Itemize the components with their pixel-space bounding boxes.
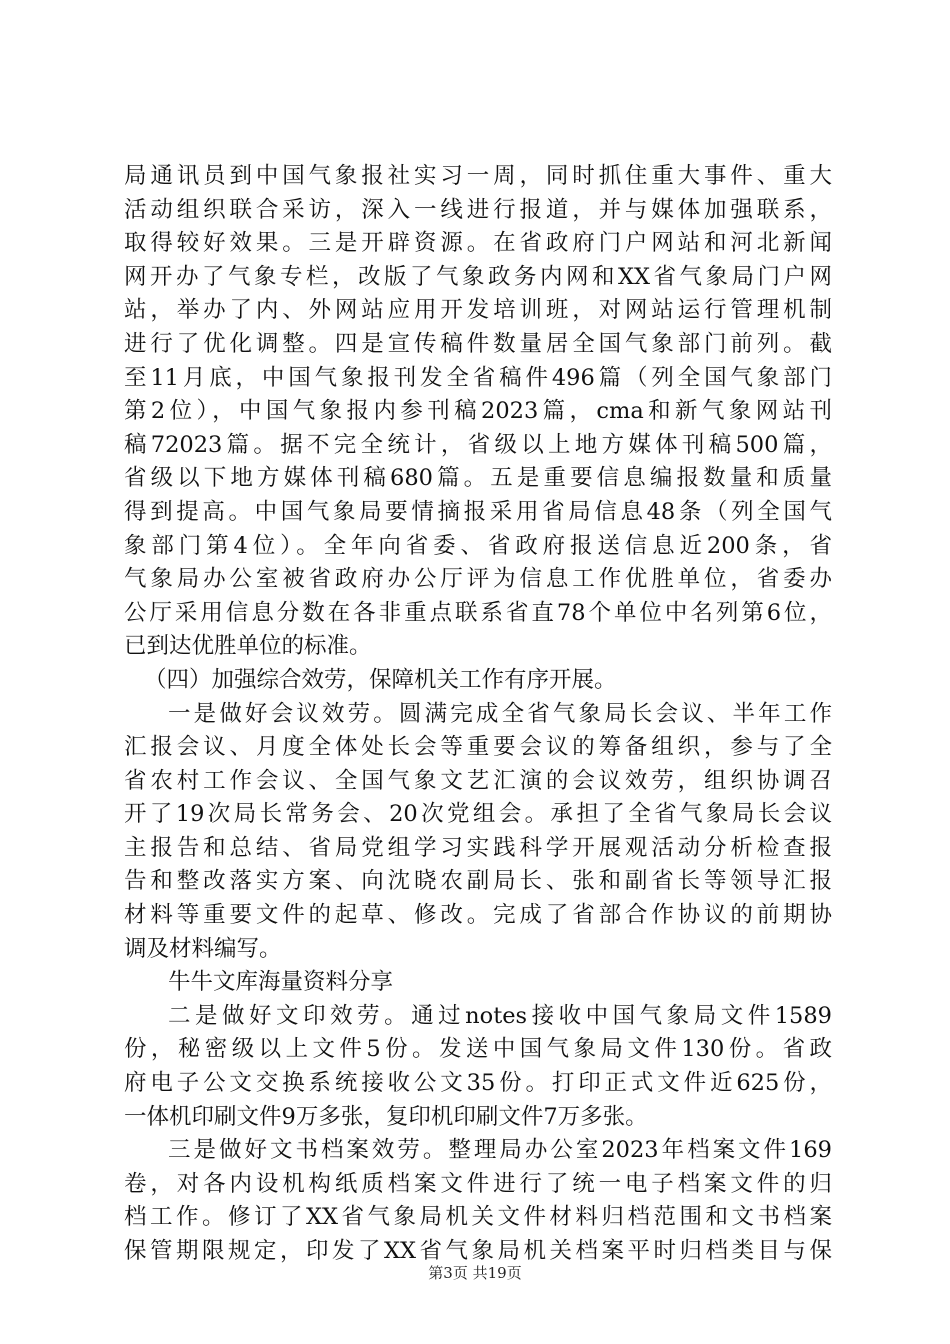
section-heading: （四）加强综合效劳，保障机关工作有序开展。 [144, 666, 617, 693]
text-line: 二是做好文印效劳。通过notes接收中国气象局文件1589 [168, 1002, 832, 1029]
text-line: 活动组织联合采访，深入一线进行报道，并与媒体加强联系， [124, 196, 832, 223]
text-line: 一体机印刷文件9万多张，复印机印刷文件7万多张。 [124, 1103, 648, 1130]
text-line: 一是做好会议效劳。圆满完成全省气象局长会议、半年工作 [168, 700, 832, 727]
text-line: 档工作。修订了XX省气象局机关文件材料归档范围和文书档案 [124, 1204, 832, 1231]
text-line: 进行了优化调整。四是宣传稿件数量居全国气象部门前列。截 [124, 330, 832, 357]
text-line: 公厅采用信息分数在各非重点联系省直78个单位中名列第6位， [124, 599, 832, 626]
watermark-text: 牛牛文库海量资料分享 [168, 969, 394, 996]
text-line: 气象局办公室被省政府办公厅评为信息工作优胜单位，省委办 [124, 566, 832, 593]
text-line: 告和整改落实方案、向沈晓农副局长、张和副省长等领导汇报 [124, 868, 832, 895]
text-line: 象部门第4位）。全年向省委、省政府报送信息近200条，省 [124, 532, 832, 559]
text-line: 局通讯员到中国气象报社实习一周，同时抓住重大事件、重大 [124, 163, 832, 189]
document-body [124, 160, 832, 1269]
text-line: 汇报会议、月度全体处长会等重要会议的筹备组织，参与了全 [124, 734, 832, 761]
text-line: 网开办了气象专栏，改版了气象政务内网和XX省气象局门户网 [124, 263, 832, 290]
text-line: 材料等重要文件的起草、修改。完成了省部合作协议的前期协 [124, 902, 832, 929]
text-line: 得到提高。中国气象局要情摘报采用省局信息48条（列全国气 [124, 498, 832, 525]
text-line: 开了19次局长常务会、20次党组会。承担了全省气象局长会议 [124, 801, 832, 828]
text-line: 取得较好效果。三是开辟资源。在省政府门户网站和河北新闻 [124, 230, 832, 257]
text-line: 第2位），中国气象报内参刊稿2023篇，cma和新气象网站刊 [124, 398, 832, 425]
text-line: 稿72023篇。据不完全统计，省级以上地方媒体刊稿500篇， [124, 431, 832, 458]
text-line: 主报告和总结、省局党组学习实践科学开展观活动分析检查报 [124, 834, 832, 861]
text-line: 份，秘密级以上文件5份。发送中国气象局文件130份。省政 [124, 1036, 832, 1063]
text-line: 省级以下地方媒体刊稿680篇。五是重要信息编报数量和质量 [124, 465, 832, 492]
text-line: 保管期限规定，印发了XX省气象局机关档案平时归档类目与保 [124, 1238, 832, 1264]
text-line: 三是做好文书档案效劳。整理局办公室2023年档案文件169 [168, 1137, 832, 1164]
text-line: 卷，对各内设机构纸质档案文件进行了统一电子档案文件的归 [124, 1170, 832, 1197]
text-line: 至11月底，中国气象报刊发全省稿件496篇（列全国气象部门 [124, 364, 832, 391]
text-line: 站，举办了内、外网站应用开发培训班，对网站运行管理机制 [124, 297, 832, 324]
text-line: 省农村工作会议、全国气象文艺汇演的会议效劳，组织协调召 [124, 767, 832, 794]
page-number-footer: 第3页 共19页 [428, 1264, 522, 1282]
text-line: 调及材料编写。 [124, 935, 282, 962]
text-line: 府电子公文交换系统接收公文35份。打印正式文件近625份， [124, 1070, 832, 1097]
text-line: 已到达优胜单位的标准。 [124, 633, 372, 660]
